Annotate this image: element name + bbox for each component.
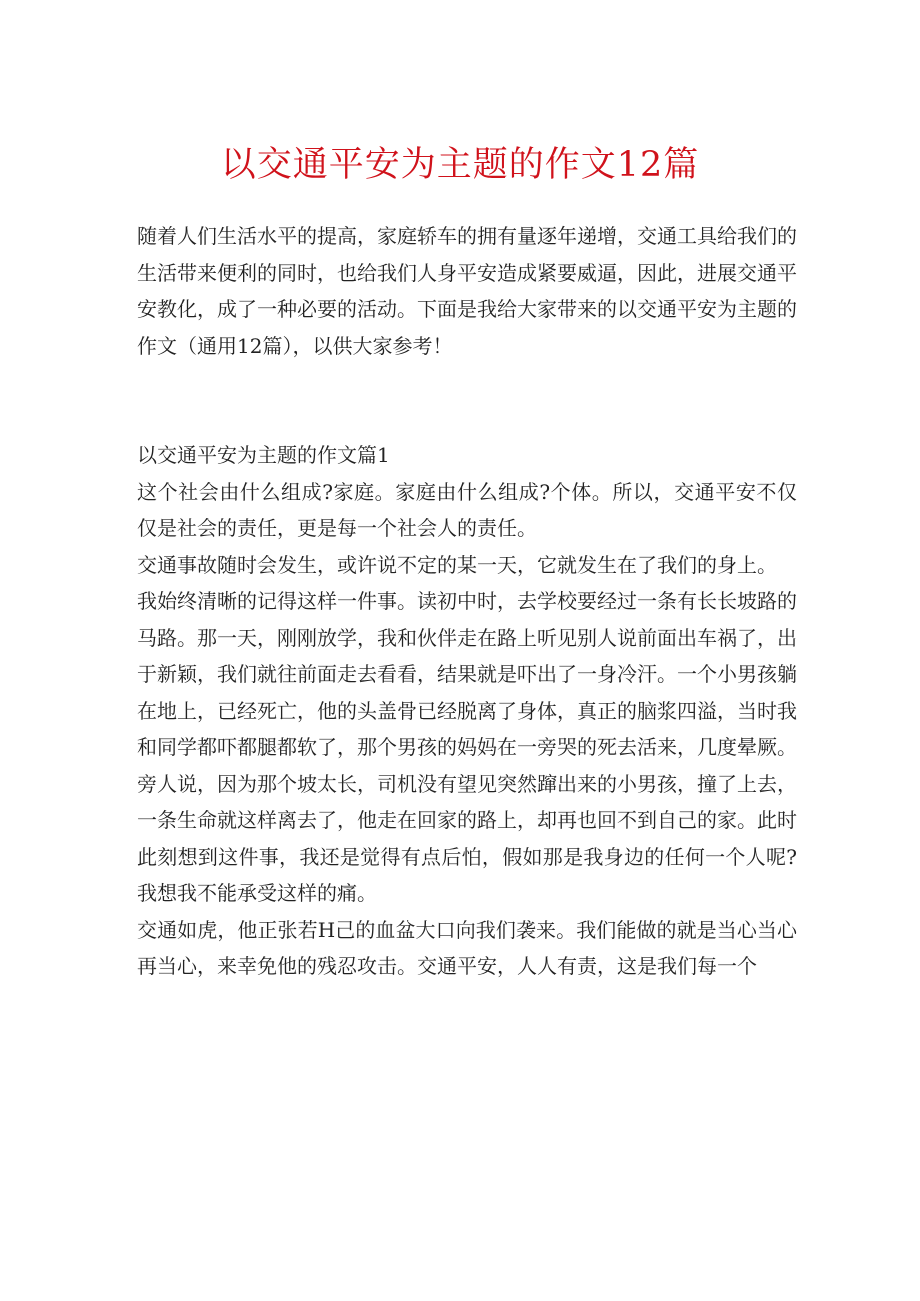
- body-paragraph: 交通事故随时会发生，或许说不定的某一天，它就发生在了我们的身上。: [137, 552, 777, 577]
- body-paragraph: 这个社会由什么组成?家庭。家庭由什么组成?个体。所以，交通平安不仅仅是社会的责任，更是每一个社会人的责任。: [137, 479, 797, 540]
- section-heading: 以交通平安为主题的作文篇1: [137, 443, 390, 467]
- body-paragraph: 交通如虎，他正张若H己的血盆大口向我们袭来。我们能做的就是当心当心再当心，来幸免他的残忍攻击。交通平安，人人有责，这是我们每一个: [137, 917, 797, 978]
- body-paragraph: 我始终清晰的记得这样一件事。读初中时，去学校要经过一条有长长坡路的马路。那一天，刚刚放学，我和伙伴走在路上听见别人说前面出车祸了，出于新颖，我们就往前面走去看看，结果就是吓出了一身冷汗。一个小男孩躺在地上，已经死亡，他的头盖骨已经脱离了身体，真正的脑浆四溢，当时我和同学都吓都腿都软了，那个男孩的妈妈在一旁哭的死去活来，几度晕厥。旁人说，因为那个坡太长，司机没有望见突然蹿出来的小男孩，撞了上去，一条生命就这样离去了，他走在回家的路上，却再也回不到自己的家。此时此刻想到这件事，我还是觉得有点后怕，假如那是我身边的任何一个人呢?我想我不能承受这样的痛。: [137, 589, 797, 905]
- intro-paragraph: 随着人们生活水平的提高，家庭轿车的拥有量逐年递增，交通工具给我们的生活带来便利的同时，也给我们人身平安造成紧要威逼，因此，进展交通平安教化，成了一种必要的活动。下面是我给大家带来的以交通平安为主题的作文（通用12篇），以供大家参考！: [137, 224, 797, 358]
- document-title: 以交通平安为主题的作文12篇: [220, 145, 700, 185]
- document-body: [137, 218, 797, 985]
